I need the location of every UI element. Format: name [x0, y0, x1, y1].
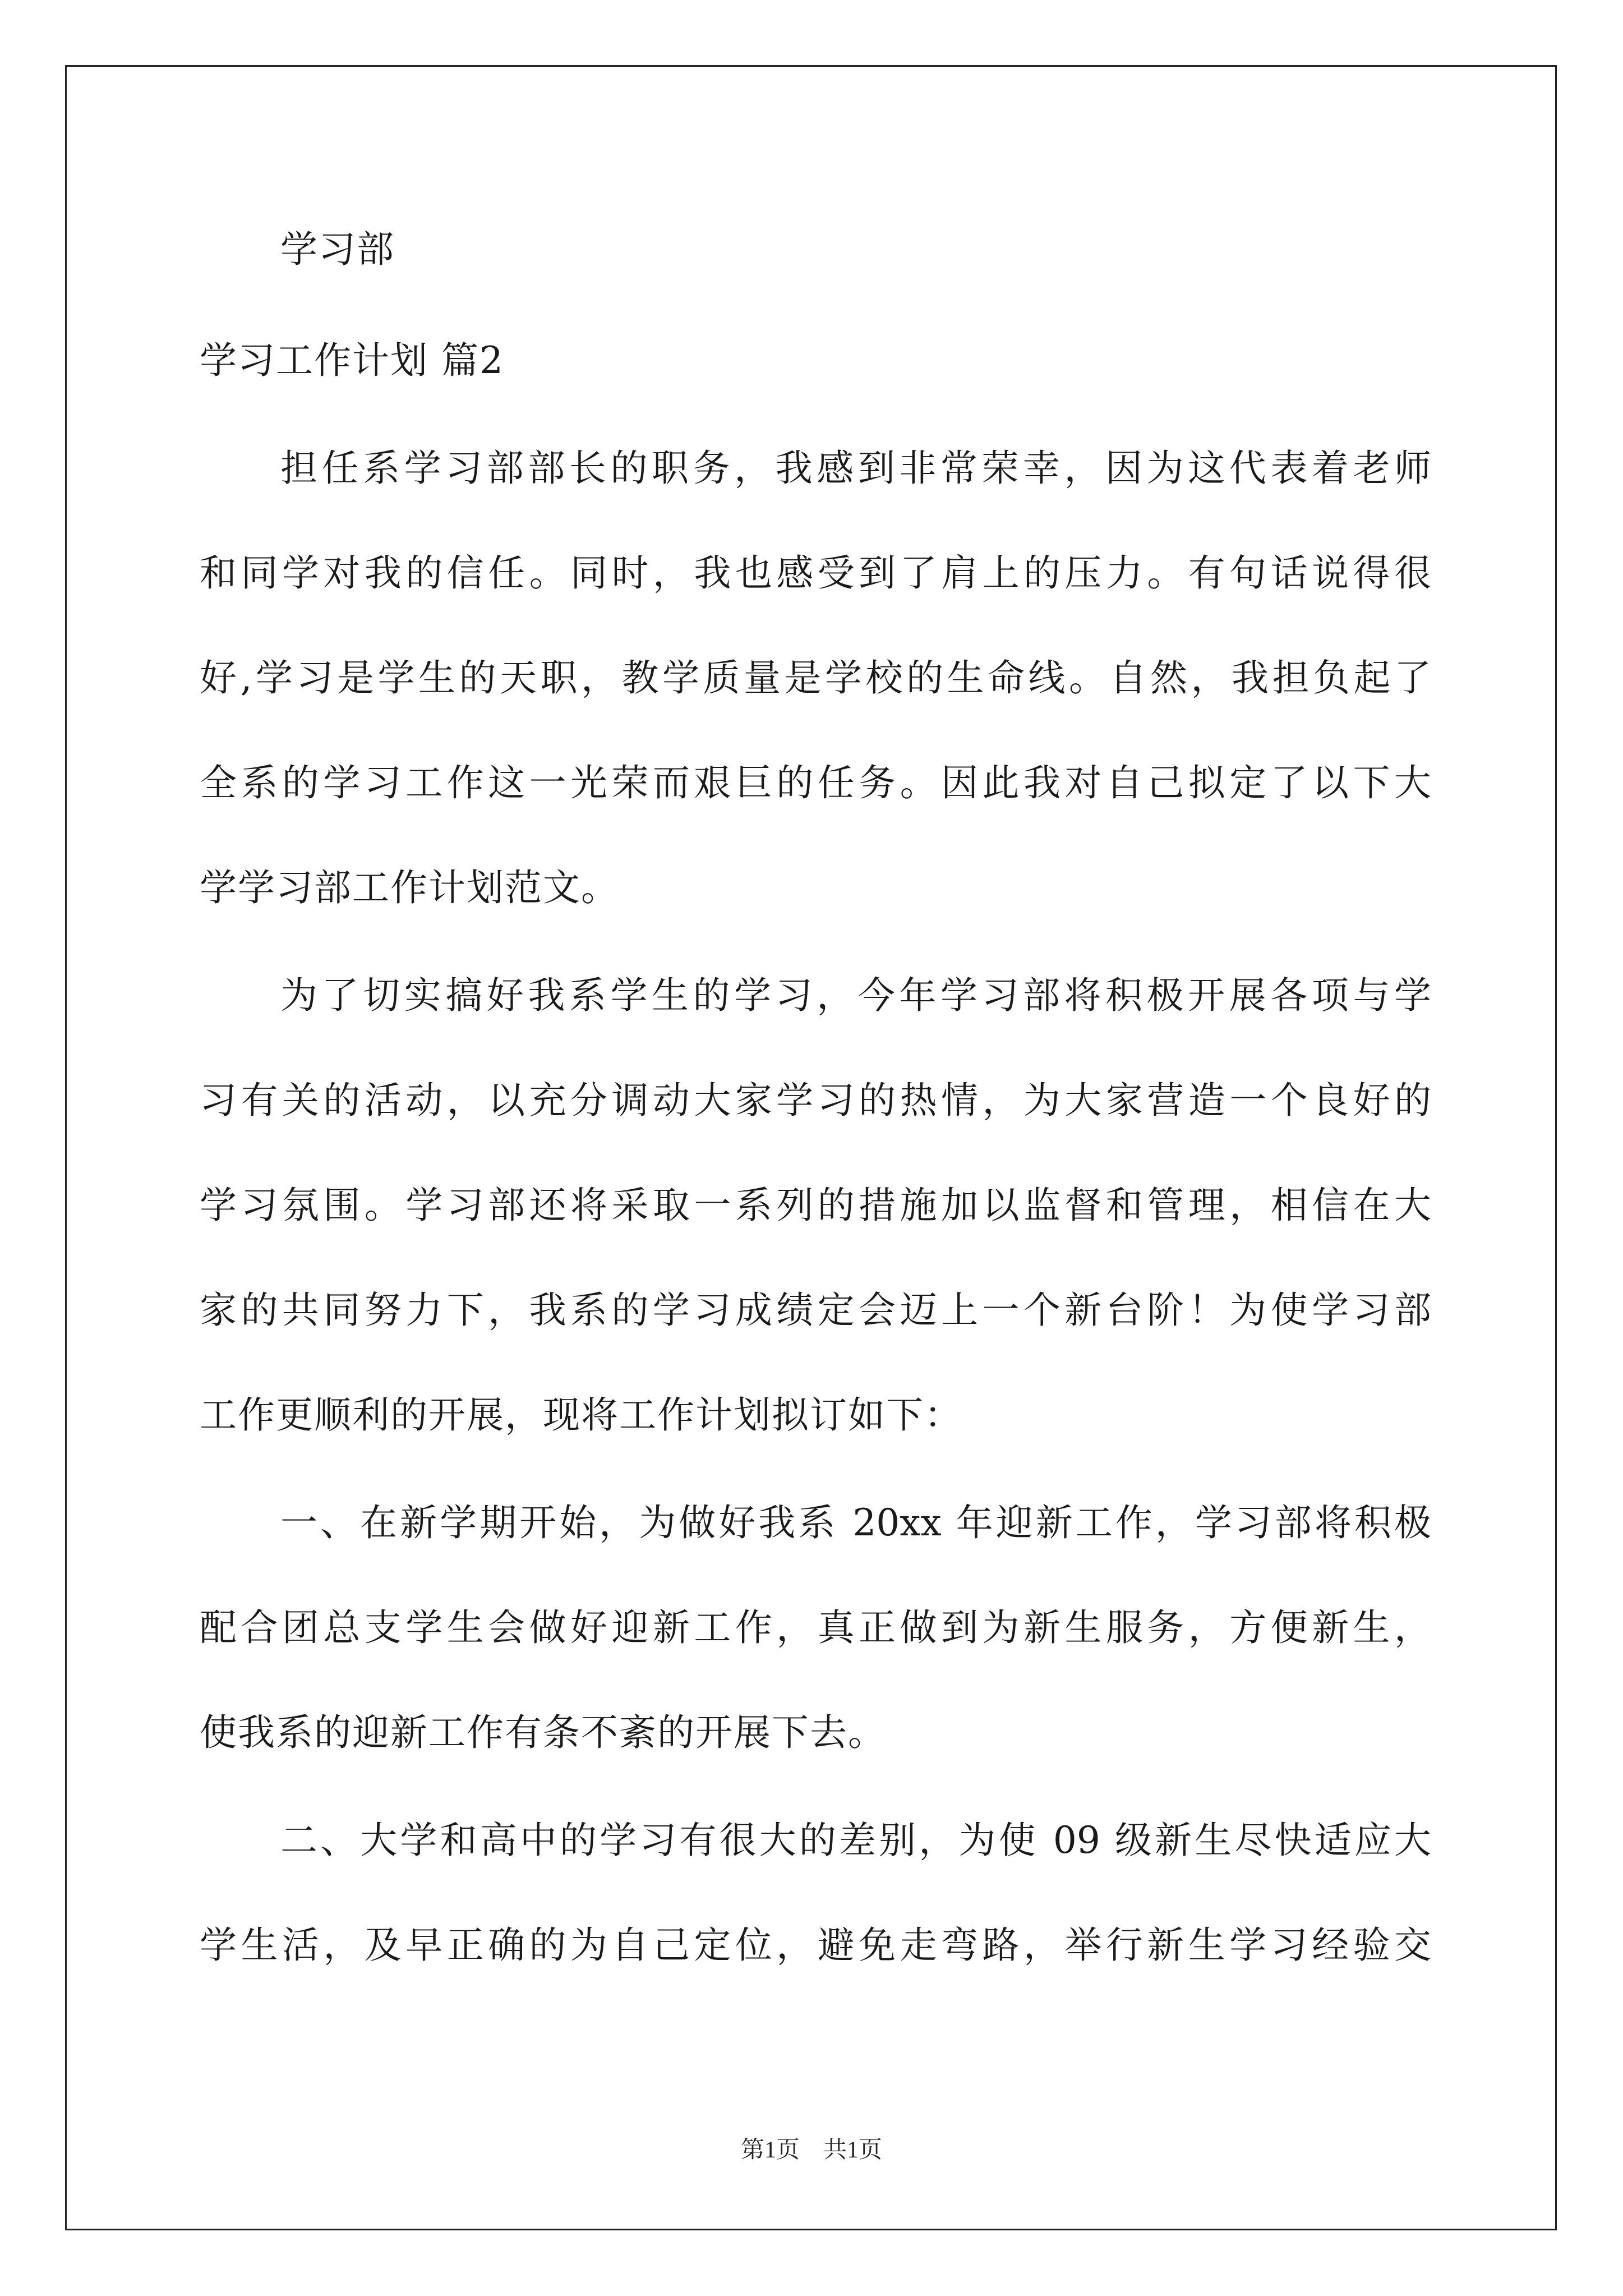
page-number-footer: 第1页 共1页: [740, 2137, 882, 2163]
paragraph-line: 担任系学习部部长的职务，我感到非常荣幸，因为这代表着老师: [280, 447, 1431, 490]
paragraph-line: 二、大学和高中的学习有很大的差别，为使 09 级新生尽快适应大: [280, 1819, 1431, 1862]
section-heading: 学习工作计划 篇2: [200, 339, 504, 382]
paragraph-line: 学生活，及早正确的为自己定位，避免走弯路，举行新生学习经验交: [200, 1924, 1431, 1967]
paragraph-line: 和同学对我的信任。同时，我也感受到了肩上的压力。有句话说得很: [200, 551, 1431, 595]
paragraph-line: 一、在新学期开始，为做好我系 20xx 年迎新工作，学习部将积极: [280, 1501, 1431, 1544]
paragraph-line: 使我系的迎新工作有条不紊的开展下去。: [200, 1711, 886, 1754]
paragraph-line: 工作更顺利的开展，现将工作计划拟订如下：: [200, 1393, 962, 1437]
paragraph-line: 为了切实搞好我系学生的学习，今年学习部将积极开展各项与学: [280, 974, 1431, 1017]
page-border: [65, 65, 1557, 2230]
paragraph-line: 配合团总支学生会做好迎新工作，真正做到为新生服务，方便新生，: [200, 1606, 1431, 1649]
paragraph-line: 家的共同努力下，我系的学习成绩定会迈上一个新台阶！为使学习部: [200, 1289, 1431, 1332]
paragraph-line: 学习氛围。学习部还将采取一系列的措施加以监督和管理，相信在大: [200, 1184, 1431, 1227]
paragraph-line: 好,学习是学生的天职，教学质量是学校的生命线。自然，我担负起了: [200, 656, 1431, 700]
paragraph-line: 全系的学习工作这一光荣而艰巨的任务。因此我对自己拟定了以下大: [200, 761, 1431, 804]
paragraph-line: 习有关的活动，以充分调动大家学习的热情，为大家营造一个良好的: [200, 1079, 1431, 1122]
paragraph-line: 学学习部工作计划范文。: [200, 866, 619, 909]
signature-text: 学习部: [280, 228, 395, 271]
